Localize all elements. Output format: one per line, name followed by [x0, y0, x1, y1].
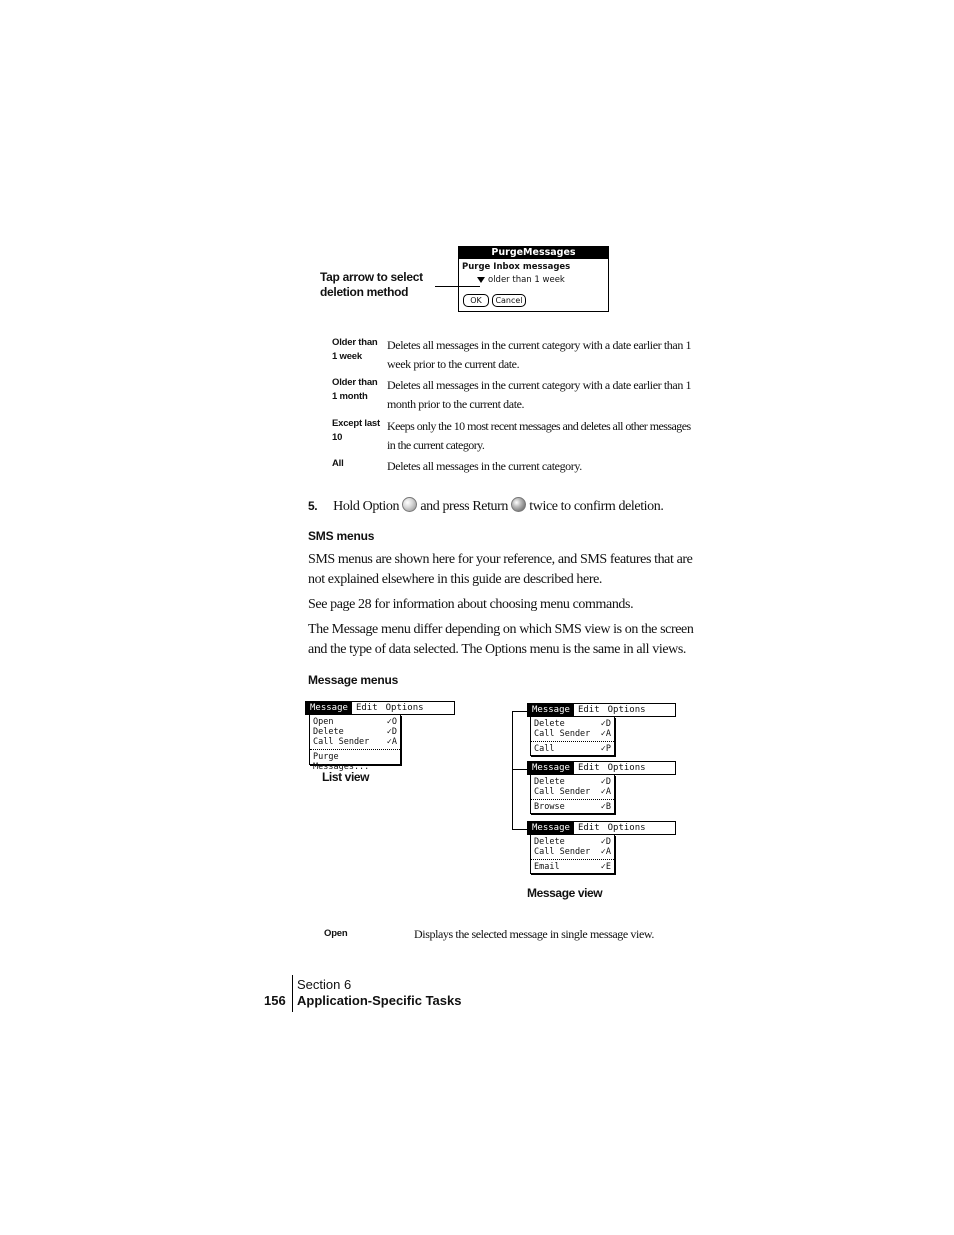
menu-separator — [531, 741, 614, 742]
option-term: Older than 1 week — [332, 337, 378, 362]
option-term: Older than 1 month — [332, 377, 378, 402]
menu-item-purge-messages[interactable]: Purge Messages... — [313, 752, 370, 772]
section-heading-sms-menus: SMS menus — [308, 529, 375, 543]
return-key-icon — [511, 497, 526, 512]
caption-list-view: List view — [322, 770, 370, 784]
option-term: All — [332, 458, 344, 469]
menu-item-delete[interactable]: Delete ✓D — [534, 719, 611, 729]
menu-bar — [527, 703, 676, 717]
menu-message[interactable]: Message — [528, 762, 574, 774]
option-description: Deletes all messages in the current category. — [387, 459, 582, 473]
definition-term-open: Open — [324, 928, 348, 939]
option-key-icon — [402, 497, 417, 512]
triangle-down-icon[interactable] — [477, 277, 485, 283]
menu-edit[interactable]: Edit — [577, 823, 600, 833]
callout-line — [435, 286, 480, 287]
option-description: Deletes all messages in the current category with a date earlier than 1 month prior to the current date. — [387, 378, 692, 411]
menu-edit[interactable]: Edit — [577, 763, 600, 773]
dialog-prompt: Purge Inbox messages — [462, 262, 571, 272]
menu-item-call[interactable]: Call ✓P — [534, 744, 611, 754]
menu-bar — [527, 821, 676, 835]
definition-desc-open: Displays the selected message in single message view. — [414, 927, 654, 941]
menu-item-delete[interactable]: Delete ✓D — [534, 777, 611, 787]
menu-edit[interactable]: Edit — [355, 703, 378, 713]
purge-messages-dialog — [458, 246, 609, 312]
footer-section: Section 6 — [297, 977, 352, 992]
menu-edit[interactable]: Edit — [577, 705, 600, 715]
menu-item-call-sender[interactable]: Call Sender ✓A — [534, 847, 611, 857]
menu-item-delete[interactable]: Delete ✓D — [534, 837, 611, 847]
step-5: 5. Hold Option and press Return twice to confirm deletion. — [308, 496, 663, 517]
menu-separator — [310, 749, 400, 750]
menu-item-call-sender[interactable]: Call Sender ✓A — [313, 737, 397, 747]
menu-item-call-sender[interactable]: Call Sender ✓A — [534, 787, 611, 797]
menu-separator — [531, 799, 614, 800]
footer-divider — [292, 975, 293, 1012]
message-view-menu — [527, 703, 676, 756]
cancel-button[interactable]: Cancel — [492, 294, 526, 307]
page-number: 156 — [264, 993, 286, 1008]
menu-dropdown — [530, 835, 615, 874]
menu-message[interactable]: Message — [528, 704, 574, 716]
paragraph: See page 28 for information about choosing menu commands. — [308, 597, 634, 612]
list-view-menu — [305, 701, 455, 772]
paragraph: The Message menu differ depending on which SMS view is on the screen and the type of data selected. The Options menu is the same in all views. — [308, 622, 694, 657]
ok-button[interactable]: OK — [463, 294, 489, 307]
menu-dropdown — [309, 715, 401, 772]
bracket-tick — [512, 769, 528, 770]
section-heading-message-menus: Message menus — [308, 673, 399, 687]
paragraph: SMS menus are shown here for your reference, and SMS features that are not explained elsewhere in this guide are described here. — [308, 552, 693, 587]
option-term: Except last 10 — [332, 418, 380, 443]
menu-options[interactable]: Options — [385, 703, 424, 713]
menu-item-delete[interactable]: Delete ✓D — [313, 727, 397, 737]
message-view-menu — [527, 821, 676, 874]
menu-dropdown — [530, 775, 615, 814]
menu-bar — [527, 761, 676, 775]
menu-item-call-sender[interactable]: Call Sender ✓A — [534, 729, 611, 739]
dialog-title: PurgeMessages — [459, 247, 608, 259]
option-description: Keeps only the 10 most recent messages and deletes all other messages in the current category. — [387, 419, 691, 452]
menu-item-browse[interactable]: Browse ✓B — [534, 802, 611, 812]
menu-options[interactable]: Options — [607, 823, 646, 833]
callout-text: Tap arrow to select deletion method — [320, 270, 423, 299]
menu-bar — [305, 701, 455, 715]
menu-separator — [531, 859, 614, 860]
step-number: 5. — [308, 499, 318, 513]
menu-item-open[interactable]: Open ✓O — [313, 717, 397, 727]
footer-title: Application-Specific Tasks — [297, 993, 462, 1008]
dropdown-trigger[interactable] — [477, 275, 565, 285]
menu-message[interactable]: Message — [306, 702, 352, 714]
menu-options[interactable]: Options — [607, 705, 646, 715]
menu-dropdown — [530, 717, 615, 756]
deletion-method-value: older than 1 week — [488, 275, 565, 285]
menu-options[interactable]: Options — [607, 763, 646, 773]
option-description: Deletes all messages in the current category with a date earlier than 1 week prior to the current date. — [387, 338, 692, 371]
message-view-menu — [527, 761, 676, 814]
menu-message[interactable]: Message — [528, 822, 574, 834]
menu-item-email[interactable]: Email ✓E — [534, 862, 611, 872]
caption-message-view: Message view — [527, 886, 603, 900]
